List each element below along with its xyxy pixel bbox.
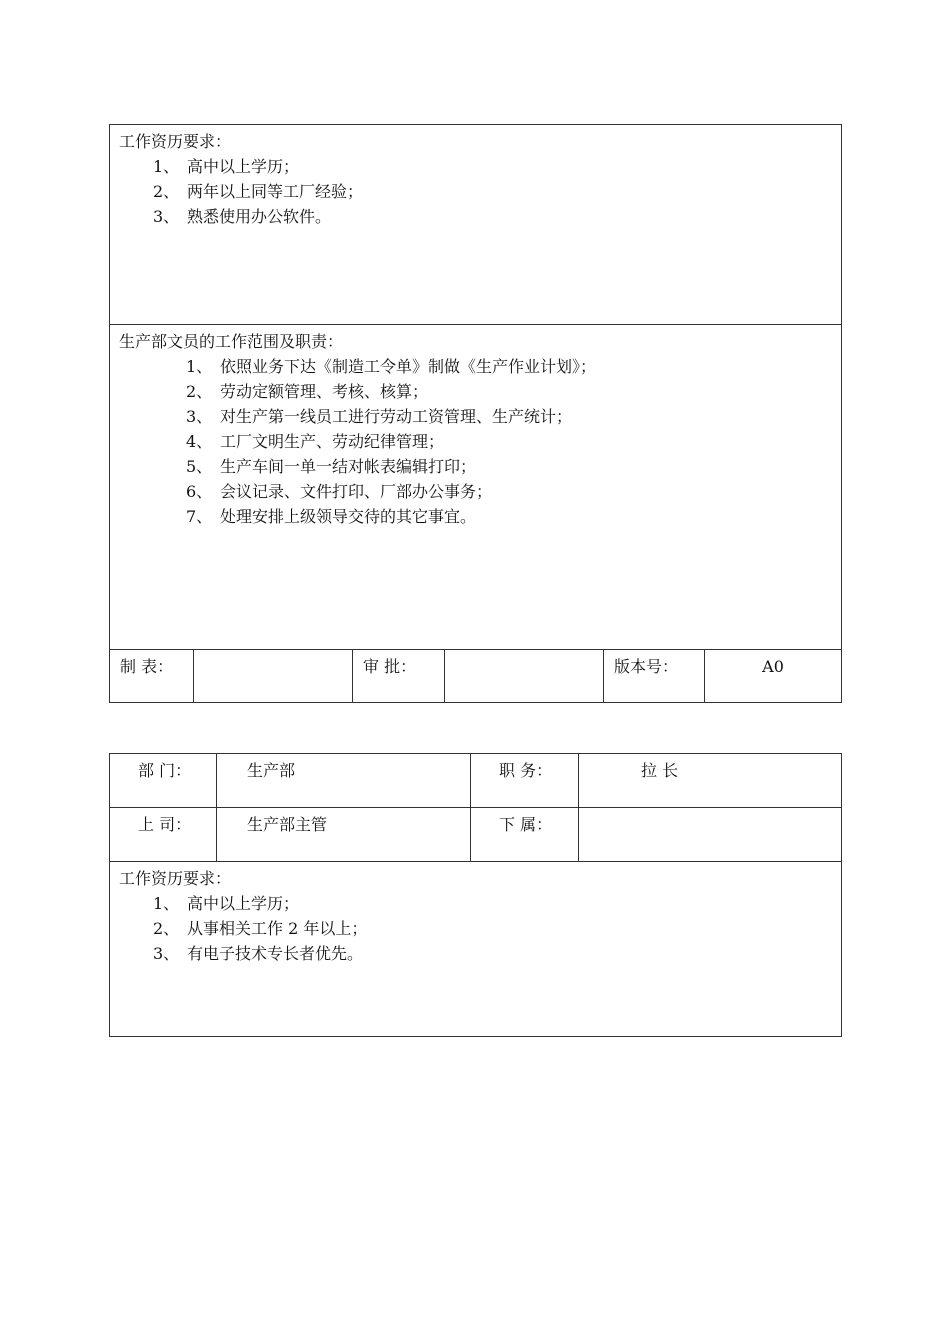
duties-section [110,325,842,650]
subordinate-label-cell [471,808,579,862]
approved-by-value [445,650,603,654]
list-item: 1、 依照业务下达《制造工令单》制做《生产作业计划》； [186,357,597,376]
position-value-cell [579,754,842,808]
list-item: 3、 有电子技术专长者优先。 [153,944,364,963]
approved-by-label: 审 批： [363,657,417,676]
list-item: 2、 两年以上同等工厂经验； [153,182,364,201]
list-item: 3、 熟悉使用办公软件。 [153,207,332,226]
qualifications-section [110,125,842,325]
prepared-by-value [194,650,352,654]
position-value: 拉 长 [641,761,679,780]
superior-label-cell [110,808,217,862]
list-item: 2、 劳动定额管理、考核、核算； [186,382,429,401]
list-item: 4、 工厂文明生产、劳动纪律管理； [186,432,445,451]
prepared-by-value-cell [194,650,353,703]
version-value-cell [705,650,842,703]
version-value: A0 [762,657,784,676]
list-item: 1、 高中以上学历； [153,157,300,176]
qualifications-heading: 工作资历要求： [119,869,232,888]
list-item: 5、 生产车间一单一结对帐表编辑打印； [186,457,477,476]
position-label-cell [471,754,579,808]
job-spec-table-1 [109,124,842,703]
qualifications-list [119,891,833,966]
list-item: 7、 处理安排上级领导交待的其它事宜。 [186,507,477,526]
superior-value: 生产部主管 [247,815,328,834]
department-label-cell [110,754,217,808]
qualifications-section [110,862,842,1037]
approved-by-label-cell [353,650,445,703]
list-item: 2、 从事相关工作 2 年以上； [153,919,368,938]
qualifications-heading: 工作资历要求： [119,132,232,151]
department-value-cell [217,754,471,808]
version-label-cell [604,650,705,703]
approved-by-value-cell [445,650,604,703]
list-item: 1、 高中以上学历； [153,894,300,913]
position-label: 职 务： [499,761,553,780]
superior-label: 上 司： [138,815,192,834]
duties-heading: 生产部文员的工作范围及职责： [119,332,344,351]
list-item: 6、 会议记录、文件打印、厂部办公事务； [186,482,493,501]
subordinate-label: 下 属： [499,815,553,834]
version-label: 版本号： [614,657,679,676]
subordinate-value-cell [579,808,842,862]
prepared-by-label-cell [110,650,194,703]
superior-value-cell [217,808,471,862]
prepared-by-label: 制 表： [120,657,174,676]
qualifications-list [119,154,833,229]
job-spec-table-2 [109,753,842,1037]
department-value: 生产部 [247,761,296,780]
list-item: 3、 对生产第一线员工进行劳动工资管理、生产统计； [186,407,573,426]
subordinate-value [579,808,841,812]
department-label: 部 门： [138,761,192,780]
duties-list [119,354,833,529]
